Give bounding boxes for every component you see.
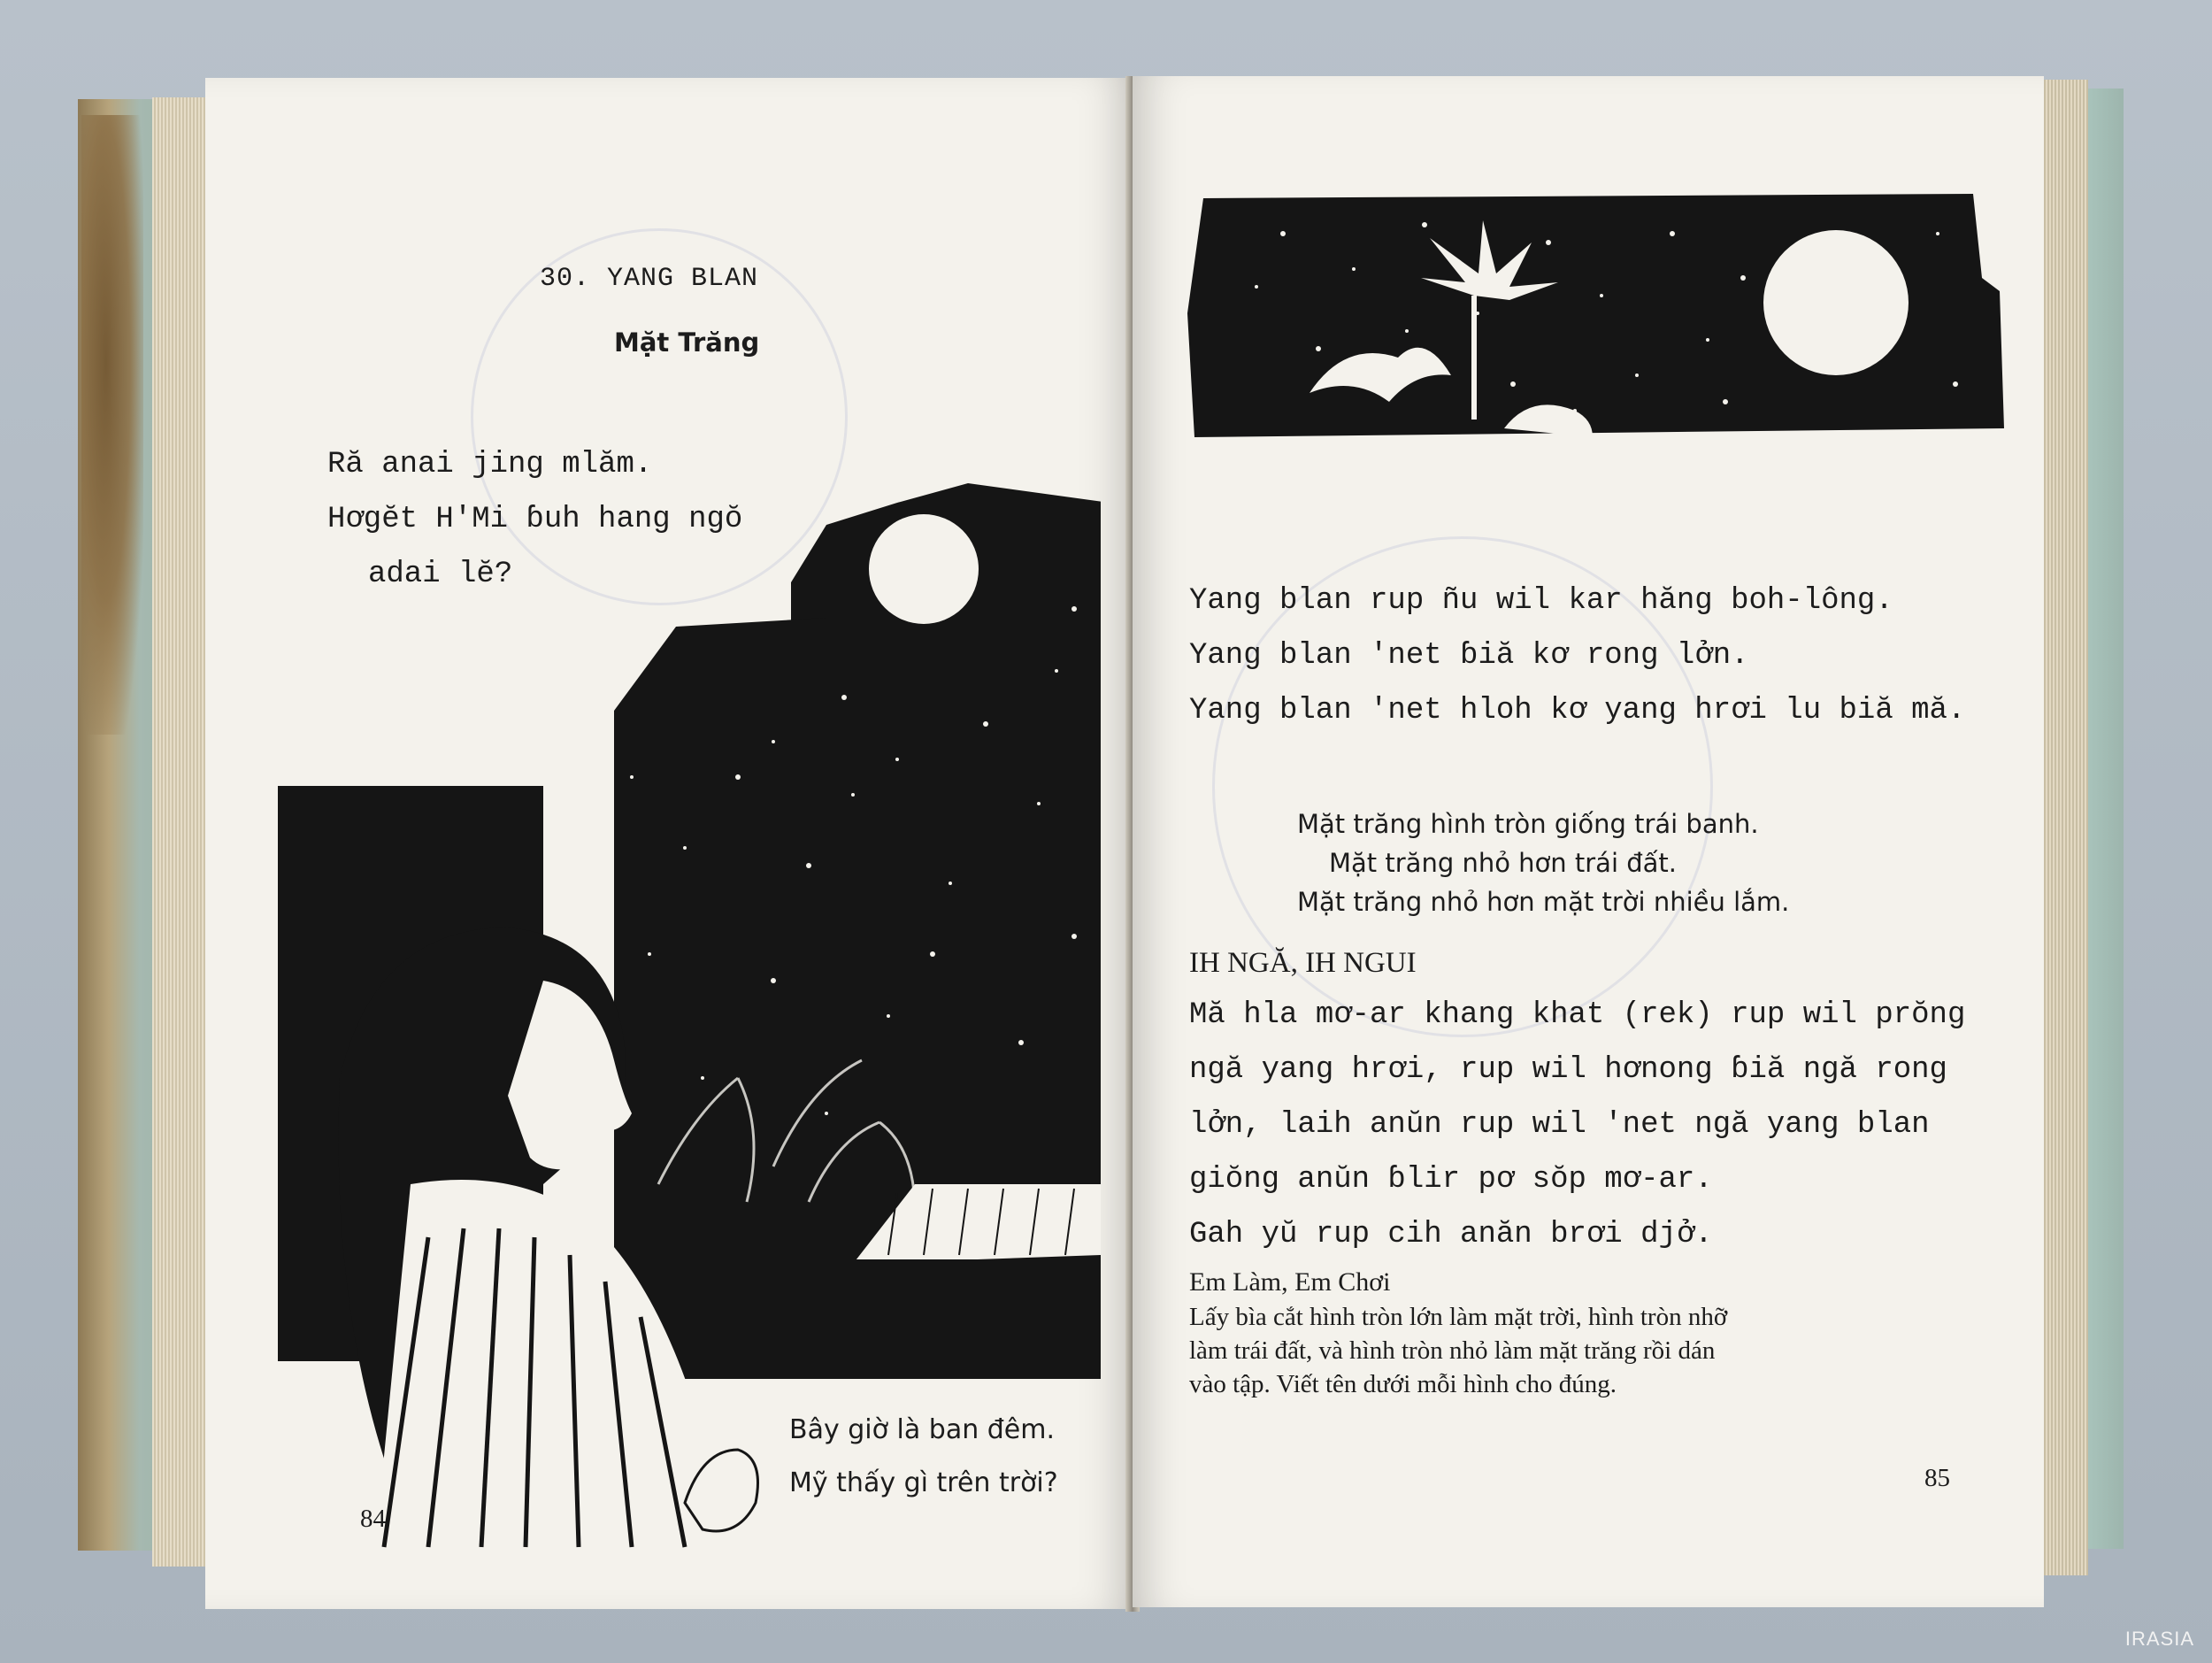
activity-line: giŏng anŭn ɓlir pơ sŏp mơ-ar.: [1189, 1163, 1713, 1197]
activity-line: Mă hla mơ-ar khang khat (rek) rup wil prŏng: [1189, 998, 1966, 1032]
paragraph-line: Yang blan 'net ɓiă kơ rong lởn.: [1189, 639, 1749, 673]
activity-line: ngă yang hrơi, rup wil hơnong ɓiă ngă rong: [1189, 1053, 1947, 1087]
caption-line: Mỹ thấy gì trên trời?: [789, 1467, 1058, 1498]
activity-line: Gah yŭ rup cih anăn brơi djở.: [1189, 1218, 1713, 1251]
activity-line: lởn, laih anŭn rup wil 'net ngă yang blan: [1189, 1108, 1930, 1142]
left-page: [205, 78, 1134, 1609]
page-number: 84: [360, 1505, 386, 1533]
activity-translation-line: làm trái đất, và hình tròn nhỏ làm mặt trăng rồi dán: [1189, 1336, 1716, 1365]
watermark: IRASIA: [2124, 1628, 2194, 1650]
translation-line: Mặt trăng hình tròn giống trái banh.: [1297, 809, 1759, 839]
caption-line: Bây giờ là ban đêm.: [789, 1414, 1056, 1445]
water-stain: [81, 115, 143, 735]
intro-line: Hơgĕt H'Mi ɓuh hang ngŏ: [327, 503, 743, 536]
intro-line: adai lĕ?: [368, 558, 513, 591]
lesson-heading: 30. YANG BLAN: [540, 264, 759, 294]
moon-palm-illustration: [1177, 181, 2017, 446]
lesson-subheading: Mặt Trăng: [614, 327, 760, 358]
page-number: 85: [1924, 1464, 1950, 1492]
activity-translation-heading: Em Làm, Em Chơi: [1189, 1267, 1391, 1297]
activity-heading: IH NGĂ, IH NGUI: [1189, 947, 1417, 979]
paragraph-line: Yang blan rup ñu wil kar hăng boh-lông.: [1189, 584, 1893, 618]
translation-line: Mặt trăng nhỏ hơn mặt trời nhiều lắm.: [1297, 887, 1790, 917]
translation-line: Mặt trăng nhỏ hơn trái đất.: [1329, 848, 1678, 878]
activity-translation-line: vào tập. Viết tên dưới mỗi hình cho đúng.: [1189, 1370, 1617, 1398]
activity-translation-line: Lấy bìa cắt hình tròn lớn làm mặt trời, hình tròn nhỡ: [1189, 1303, 1728, 1331]
girl-night-illustration: [278, 405, 1101, 1556]
right-page: [1133, 76, 2044, 1607]
intro-line: Ră anai jing mlăm.: [327, 448, 653, 481]
paragraph-line: Yang blan 'net hloh kơ yang hrơi lu biă mă.: [1189, 694, 1966, 728]
